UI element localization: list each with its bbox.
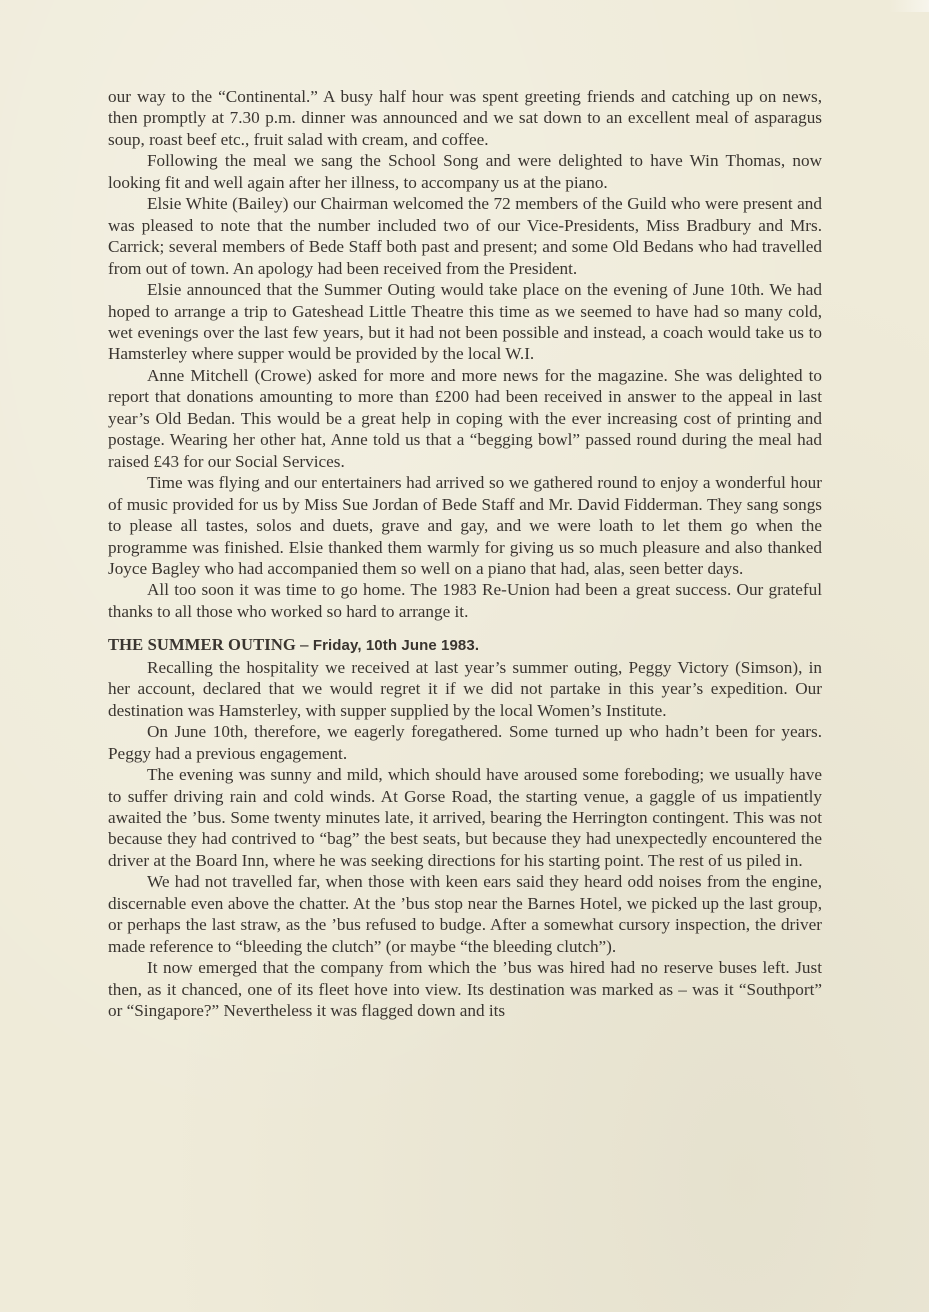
paragraph-entertainers: Time was flying and our entertainers had arrived so we gathered round to enjoy a wonderful hour of music provided for us by Miss Sue Jordan of Bede Staff and Mr. David Fidderman. They sang songs to please all tastes, solos and duets, grave and gay, and we were loath to let them go when the programme was finished. Elsie thanked them warmly for giving us so much pleasure and also thanked Joyce Bagley who had accompanied them so well on a piano that had, alas, seen better days. [108, 473, 822, 578]
paragraph-reunion-closing: All too soon it was time to go home. The 1983 Re-Union had been a great success. Our grateful thanks to all those who worked so hard to arrange it. [108, 580, 822, 621]
document-page [108, 86, 822, 1021]
paragraph-continental: our way to the “Continental.” A busy half hour was spent greeting friends and catching up on news, then promptly at 7.30 p.m. dinner was announced and we sat down to an excellent meal of asparagus soup, roast beef etc., fruit salad with cream, and coffee. [108, 87, 822, 149]
page-corner-highlight [889, 0, 929, 12]
section-heading-title: THE SUMMER OUTING – [108, 635, 313, 655]
paragraph-evening-weather: The evening was sunny and mild, which should have aroused some foreboding; we usually have to suffer driving rain and cold winds. At Gorse Road, the starting venue, a gaggle of us impatiently awaited the ’bus. Some twenty minutes late, it arrived, bearing the Herrington contingent. This was not because they had contrived to “bag” the best seats, but because they had unexpectedly encountered the driver at the Board Inn, where he was seeking directions for his starting point. The rest of us piled in. [108, 765, 822, 870]
paragraph-summer-outing-announcement: Elsie announced that the Summer Outing would take place on the evening of June 10th. We had hoped to arrange a trip to Gateshead Little Theatre this time as we seemed to have had so many cold, wet evenings over the last few years, but it had not been possible and instead, a coach would take us to Hamsterley where supper would be provided by the local W.I. [108, 280, 822, 364]
paragraph-magazine-news: Anne Mitchell (Crowe) asked for more and more news for the magazine. She was delighted to report that donations amounting to more than £200 had been received in answer to the appeal in last year’s Old Bedan. This would be a great help in coping with the ever increasing cost of printing and postage. Wearing her other hat, Anne told us that a “begging bowl” passed round during the meal had raised £43 for our Social Services. [108, 365, 822, 471]
section-heading-date: Friday, 10th June 1983. [312, 637, 480, 655]
paragraph-school-song: Following the meal we sang the School Song and were delighted to have Win Thomas, now looking fit and well again after her illness, to accompany us at the piano. [108, 151, 822, 192]
paragraph-engine-noises: We had not travelled far, when those with keen ears said they heard odd noises from the engine, discernable even above the chatter. At the ’bus stop near the Barnes Hotel, we picked up the last group, or perhaps the last straw, as the ’bus refused to budge. After a somewhat cursory inspection, the driver made reference to “bleeding the clutch” (or maybe “the bleeding clutch”). [108, 872, 822, 956]
paragraph-hospitality: Recalling the hospitality we received at last year’s summer outing, Peggy Victory (Simson), in her account, declared that we would regret it if we did not partake in this year’s expedition. Our destination was Hamsterley, with supper supplied by the local Women’s Institute. [108, 657, 822, 720]
section-heading [108, 634, 822, 656]
paragraph-june-10th: On June 10th, therefore, we eagerly foregathered. Some turned up who hadn’t been for years. Peggy had a previous engagement. [108, 722, 822, 763]
paragraph-chairman-welcome: Elsie White (Bailey) our Chairman welcomed the 72 members of the Guild who were present and was pleased to note that the number included two of our Vice-Presidents, Miss Bradbury and Mrs. Carrick; several members of Bede Staff both past and present; and some Old Bedans who had travelled from out of town. An apology had been received from the President. [108, 194, 822, 278]
paragraph-reserve-buses: It now emerged that the company from which the ’bus was hired had no reserve buses left. Just then, as it chanced, one of its fleet hove into view. Its destination was marked as – was it “Southport” or “Singapore?” Nevertheless it was flagged down and its [108, 958, 822, 1021]
